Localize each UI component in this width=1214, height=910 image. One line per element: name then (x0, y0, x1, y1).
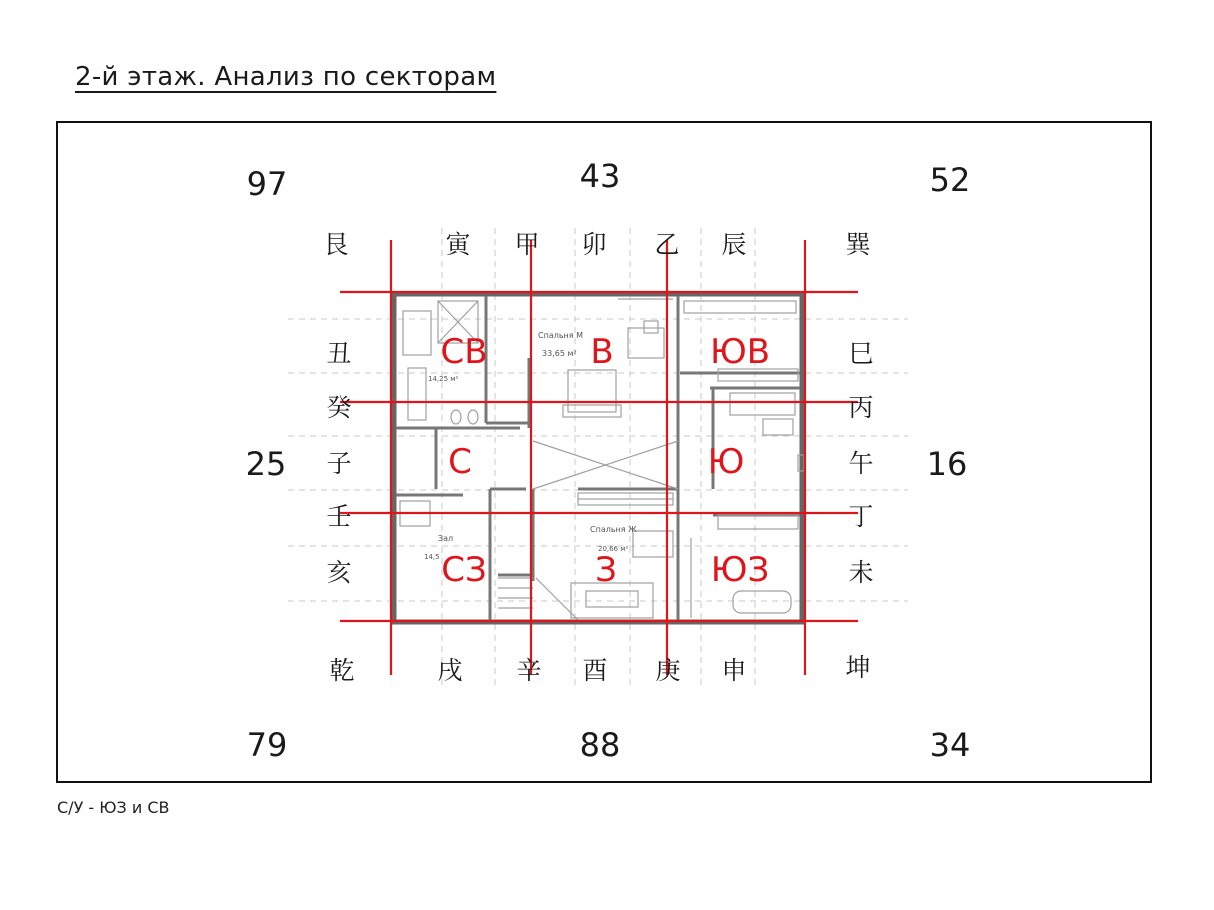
mountain-left-2: 子 (326, 449, 352, 478)
sector-label-s: Ю (707, 442, 745, 482)
bedroom-zh-area: 20,66 м² (598, 545, 629, 553)
mountain-bottom-4: 庚 (655, 656, 681, 685)
sector-grid (340, 240, 858, 675)
mountain-right-2: 午 (848, 449, 874, 478)
hall-area: 14,5 (424, 553, 440, 561)
mountain-bottom-3: 酉 (582, 656, 608, 685)
number-nw: 97 (246, 165, 288, 203)
sector-label-n: С (448, 442, 472, 482)
sector-diagram (58, 123, 1154, 785)
number-e: 16 (926, 445, 968, 483)
mountain-top-2: 甲 (514, 230, 540, 259)
number-sw: 79 (246, 726, 288, 764)
number-se: 34 (929, 726, 971, 764)
sector-label-nw: СЗ (441, 550, 487, 590)
sector-label-ne: СВ (440, 332, 488, 372)
mountain-right-0: 巳 (848, 339, 874, 368)
mountain-left-4: 亥 (326, 558, 352, 587)
number-w: 25 (245, 445, 287, 483)
bath-area: 14,25 м² (428, 375, 459, 383)
mountain-bottom-6: 坤 (845, 653, 871, 682)
mountain-bottom-0: 乾 (329, 656, 355, 685)
dashed-guides (288, 228, 908, 688)
mountain-right-1: 丙 (848, 393, 874, 422)
mountain-right-4: 未 (848, 558, 874, 587)
mountain-top-1: 寅 (445, 230, 471, 259)
sector-label-w: З (595, 550, 617, 590)
sector-label-e: В (590, 332, 614, 372)
number-s: 88 (579, 726, 621, 764)
mountain-left-0: 丑 (326, 339, 352, 368)
mountain-bottom-5: 申 (721, 656, 747, 685)
bedroom-m-label: Спальня М (538, 331, 584, 340)
mountain-top-3: 卯 (581, 230, 607, 259)
diagram-frame (56, 121, 1152, 783)
mountain-top-4: 乙 (654, 230, 680, 259)
mountain-left-1: 癸 (326, 393, 352, 422)
sector-label-se: ЮВ (709, 332, 771, 372)
number-n: 43 (579, 157, 621, 195)
mountain-labels (323, 230, 873, 685)
mountain-left-3: 壬 (326, 502, 352, 531)
sector-label-sw: ЮЗ (710, 550, 770, 590)
page-title: 2-й этаж. Анализ по секторам (75, 62, 497, 92)
mountain-bottom-2: 辛 (516, 656, 542, 685)
bedroom-zh-label: Спальня Ж (590, 525, 637, 534)
bedroom-m-area: 33,65 м² (542, 349, 577, 358)
mountain-bottom-1: 戌 (437, 656, 463, 685)
footnote: С/У - ЮЗ и СВ (57, 798, 170, 817)
mountain-right-3: 丁 (848, 502, 874, 531)
hall-label: Зал (438, 534, 454, 543)
mountain-top-0: 艮 (323, 230, 349, 259)
mountain-top-5: 辰 (721, 230, 747, 259)
mountain-top-6: 巽 (845, 230, 871, 259)
number-ne: 52 (929, 161, 971, 199)
